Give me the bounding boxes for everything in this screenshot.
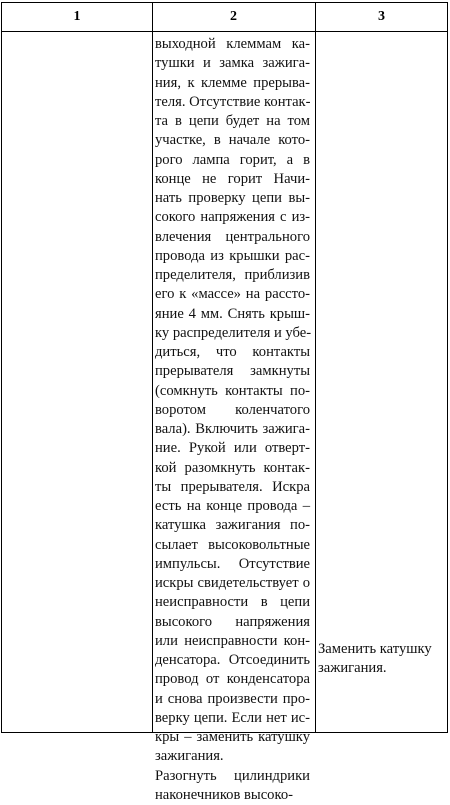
text-line: Разогнуть цилиндрики <box>155 767 310 784</box>
text-line: диться, что контакты <box>155 344 310 360</box>
text-line: провод от конденсатора <box>155 671 310 688</box>
text-line: неисправности в цепи <box>155 594 310 611</box>
text-line: ния, к клемме прерыва- <box>155 74 310 91</box>
column-header-3: 3 <box>378 9 385 24</box>
text-line: конце не горит Начи- <box>155 170 310 187</box>
column-2-text <box>155 35 310 805</box>
text-line: та в цепи будет на том <box>155 113 310 129</box>
text-line: Заменить катушку <box>318 641 432 657</box>
column-3-text <box>318 640 444 679</box>
text-line: зажигания. <box>318 660 387 677</box>
text-line: тушки и замка зажига- <box>155 55 310 72</box>
text-line: искры свидетельствует о <box>155 575 310 591</box>
text-line: денсатора. Отсоединить <box>155 652 310 668</box>
text-line: вала). Включить зажига- <box>155 421 310 437</box>
column-divider-2 <box>315 3 316 732</box>
text-line: прерывателя замкнуты <box>155 363 310 380</box>
text-line: кой разомкнуть контак- <box>155 459 310 476</box>
text-line: кры – заменить катушку <box>155 729 310 745</box>
text-line: сылает высоковольтные <box>155 536 310 553</box>
column-header-1: 1 <box>73 9 81 24</box>
text-line: ку распределителя и убе- <box>155 324 312 341</box>
text-line: ты прерывателя. Искра <box>155 478 310 495</box>
text-line: ние. Рукой или отверт- <box>155 440 310 457</box>
text-line: провода из крышки рас- <box>155 247 310 264</box>
text-line: воротом коленчатого <box>155 401 310 418</box>
text-line: высокого напряжения <box>155 613 310 630</box>
text-line: зажигания. <box>155 748 224 765</box>
text-line: наконечников высоко- <box>155 786 293 803</box>
column-divider-1 <box>152 3 153 732</box>
text-line: или неисправности кон- <box>155 632 310 649</box>
text-line: влечения центрального <box>155 228 310 245</box>
text-line: катушка зажигания по- <box>155 517 310 534</box>
text-line: выходной клеммам ка- <box>155 36 310 52</box>
text-line: пределителя, приблизив <box>155 267 310 283</box>
text-line: верку цепи. Если нет ис- <box>155 709 310 726</box>
column-header-2: 2 <box>230 9 237 24</box>
text-line: (сомкнуть контакты по- <box>155 382 310 399</box>
text-line: его к «массе» на рассто- <box>155 286 310 303</box>
text-line: и снова произвести про- <box>155 690 310 707</box>
text-line: импульсы. Отсутствие <box>155 555 310 572</box>
text-line: есть на конце провода – <box>155 498 310 514</box>
text-line: рого лампа горит, а в <box>155 151 310 168</box>
text-line: сокого напряжения с из- <box>155 209 310 226</box>
text-line: нать проверку цепи вы- <box>155 190 310 206</box>
text-line: участке, в начале кото- <box>155 132 310 149</box>
text-line: яние 4 мм. Снять крыш- <box>155 305 310 322</box>
header-divider <box>2 31 447 32</box>
text-line: теля. Отсутствие контак- <box>155 93 311 110</box>
